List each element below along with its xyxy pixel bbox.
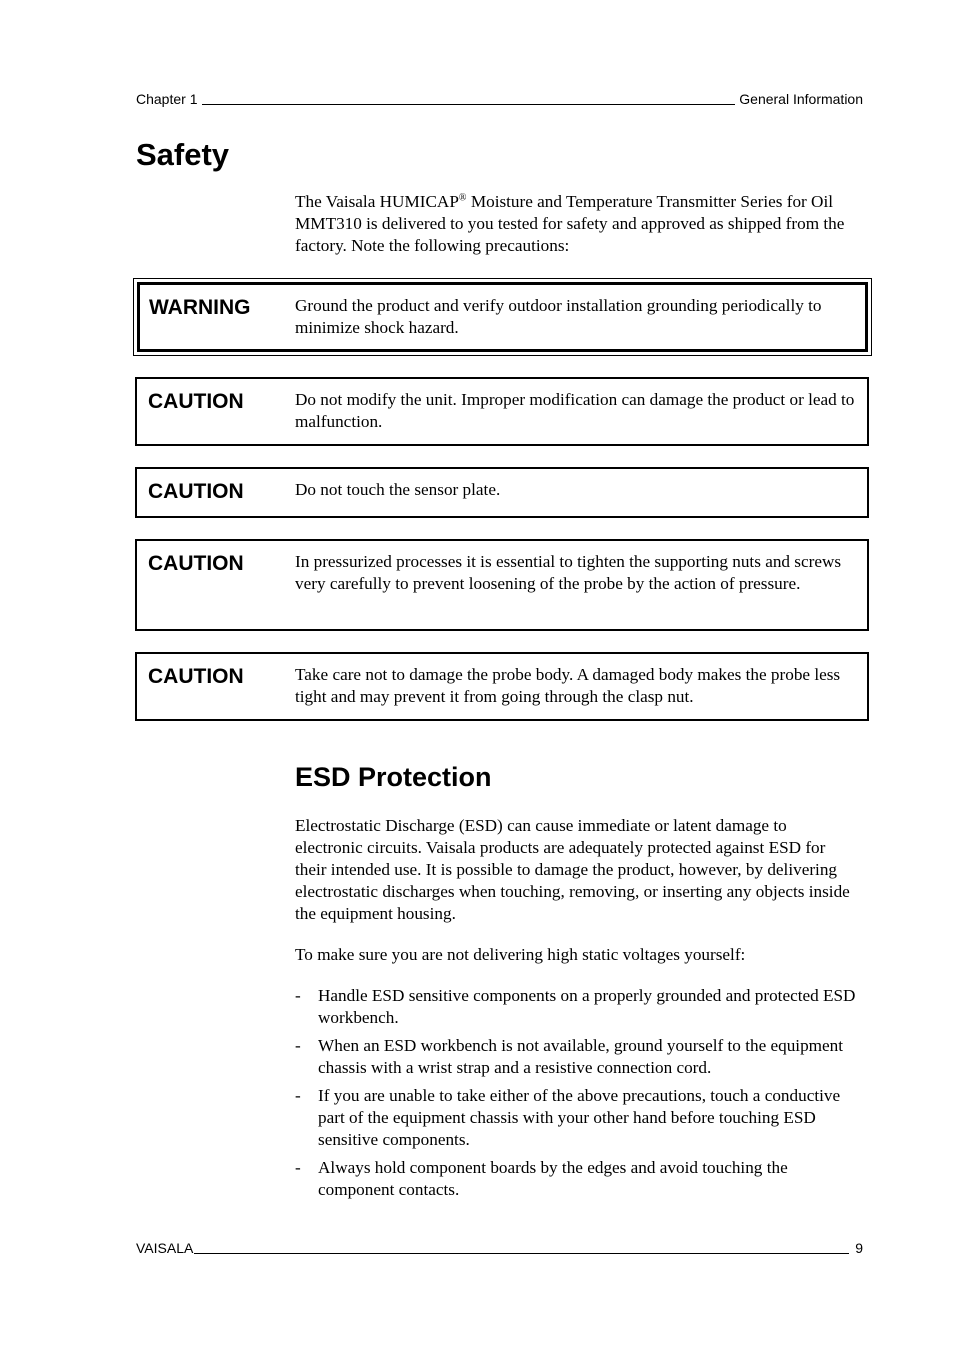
notice-label-warning: WARNING (149, 296, 251, 319)
esd-precautions-list (295, 985, 860, 1207)
esd-heading: ESD Protection (295, 762, 492, 792)
dash-bullet: - (295, 1158, 301, 1177)
notice-label-caution: CAUTION (148, 665, 244, 688)
notice-text: In pressurized processes it is essential to tighten the supporting nuts and screws very carefully to prevent loosening of the probe by the action of pressure. (295, 552, 842, 593)
warning-notice-frame (137, 282, 868, 352)
dash-bullet: - (295, 1086, 301, 1105)
header-rule (202, 104, 735, 105)
header-section: General Information (739, 91, 863, 107)
running-header (136, 90, 863, 108)
notice-text: Do not modify the unit. Improper modification can damage the product or lead to malfunction. (295, 390, 855, 431)
safety-heading: Safety (136, 137, 230, 172)
notice-text: Take care not to damage the probe body. A damaged body makes the probe less tight and may prevent it from going through the clasp nut. (295, 665, 841, 706)
dash-bullet: - (295, 1036, 301, 1055)
caution-notice (135, 539, 869, 631)
registered-mark: ® (458, 192, 467, 204)
running-footer (136, 1239, 863, 1257)
notice-text: Do not touch the sensor plate. (295, 480, 501, 499)
safety-intro-start: The Vaisala HUMICAP (295, 192, 459, 211)
list-item (295, 1035, 860, 1079)
caution-notice (135, 377, 869, 446)
list-item (295, 1085, 860, 1151)
list-item (295, 985, 860, 1029)
safety-intro-rest: Moisture and Temperature Transmitter Series for Oil MMT310 is delivered to you tested for safety and approved as shipped from the factory. Note the following precautions: (295, 192, 845, 255)
list-item-text: When an ESD workbench is not available, ground yourself to the equipment chassis with a wrist strap and a resistive connection cord. (318, 1036, 844, 1077)
notice-label-caution: CAUTION (148, 390, 244, 413)
header-chapter: Chapter 1 (136, 91, 198, 107)
footer-rule (194, 1253, 849, 1254)
list-item-text: If you are unable to take either of the above precautions, touch a conductive part of the equipment chassis with your other hand before touching ESD sensitive components. (318, 1086, 841, 1149)
footer-company: VAISALA (136, 1240, 194, 1256)
notice-label-caution: CAUTION (148, 552, 244, 575)
notice-text: Ground the product and verify outdoor installation grounding periodically to minimize shock hazard. (295, 296, 822, 337)
esd-instruction: To make sure you are not delivering high static voltages yourself: (295, 945, 746, 964)
caution-notice (135, 467, 869, 518)
page-number: 9 (855, 1240, 863, 1256)
caution-notice (135, 652, 869, 721)
esd-paragraph: Electrostatic Discharge (ESD) can cause immediate or latent damage to electronic circuits. Vaisala products are adequately protected against ESD for their intended use. It is possible to damage the product, however, by delivering electrostatic discharges when touching, removing, or inserting any objects inside the equipment housing. (295, 816, 850, 923)
safety-intro (295, 191, 855, 257)
list-item-text: Handle ESD sensitive components on a properly grounded and protected ESD workbench. (318, 986, 856, 1027)
warning-notice (133, 278, 872, 356)
dash-bullet: - (295, 986, 301, 1005)
notice-label-caution: CAUTION (148, 480, 244, 503)
list-item (295, 1157, 860, 1201)
list-item-text: Always hold component boards by the edges and avoid touching the component contacts. (318, 1158, 788, 1199)
